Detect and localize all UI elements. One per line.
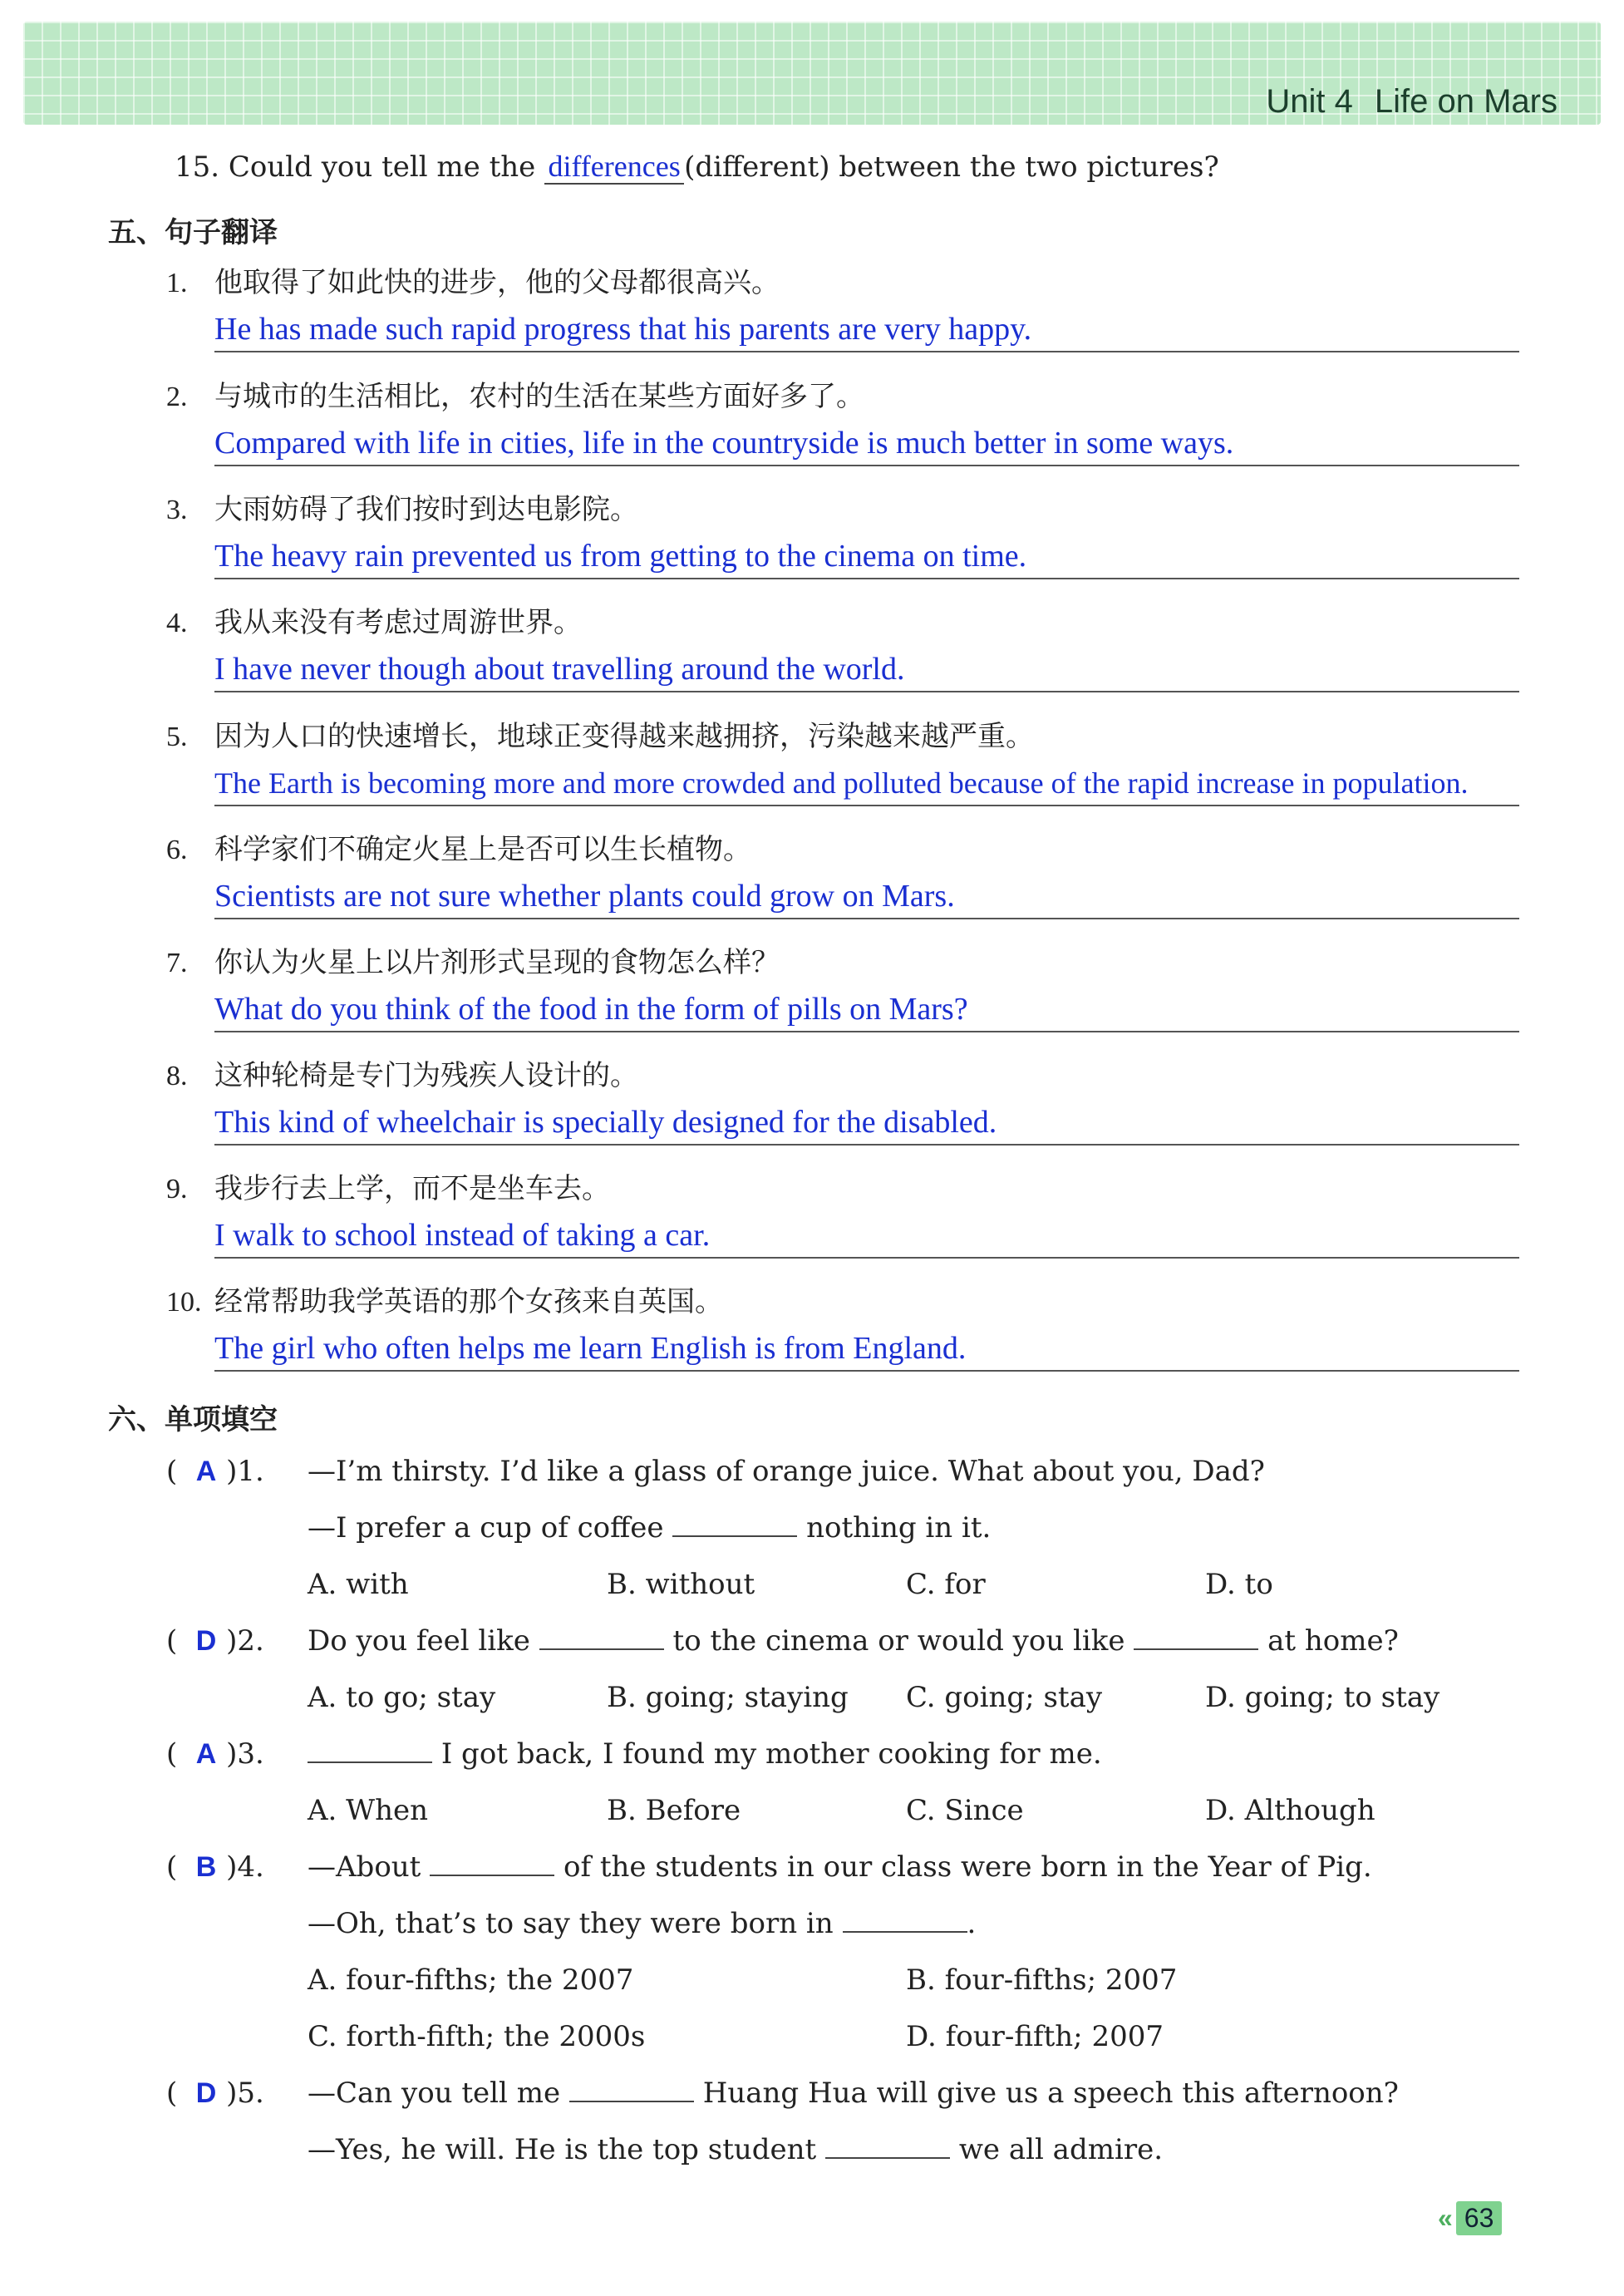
page-number: « 63 [1438, 2201, 1502, 2235]
question-text: —I’m thirsty. I’d like a glass of orange juice. What about you, Dad? [308, 1455, 1265, 1488]
blank [308, 1737, 432, 1763]
q15-answer: differences [544, 150, 684, 185]
question-15 [175, 150, 1219, 185]
option-b: B. going; staying [607, 1681, 849, 1714]
option-a: A. When [308, 1794, 429, 1827]
unit-name: Life on Mars [1374, 83, 1558, 120]
translation-answer: This kind of wheelchair is specially designed for the disabled. [214, 1104, 1519, 1146]
blank [1134, 1623, 1258, 1650]
translation-item-8: 8. 这种轮椅是专门为残疾人设计的。 This kind of wheelchair is specially designed for the disabled. [166, 1057, 1521, 1146]
answer-letter: B [195, 1851, 217, 1883]
translation-prompt: 科学家们不确定火星上是否可以生长植物。 [214, 833, 751, 866]
option-d: D. four-fifth; 2007 [906, 2020, 1164, 2053]
translation-answer: The heavy rain prevented us from getting to the cinema on time. [214, 538, 1519, 579]
translation-item-7: 7. 你认为火星上以片剂形式呈现的食物怎么样？ What do you think of the food in the form of pills on Mars? [166, 944, 1521, 1032]
answer-letter: A [195, 1738, 217, 1770]
translation-answer: I walk to school instead of taking a car. [214, 1217, 1519, 1259]
translation-prompt: 与城市的生活相比，农村的生活在某些方面好多了。 [214, 380, 864, 413]
option-c: C. for [906, 1568, 986, 1601]
translation-answer: Scientists are not sure whether plants could grow on Mars. [214, 878, 1519, 919]
translation-item-6: 6. 科学家们不确定火星上是否可以生长植物。 Scientists are not sure whether plants could grow on Mars. [166, 831, 1521, 919]
translation-answer: The girl who often helps me learn English is from England. [214, 1330, 1519, 1372]
section-5-title: 五、句子翻译 [108, 216, 278, 249]
option-b: B. four-fifths; 2007 [906, 1963, 1178, 1997]
options [166, 1952, 1513, 2008]
option-b: B. Before [607, 1794, 741, 1827]
blank [539, 1623, 664, 1650]
section-6-title: 六、单项填空 [108, 1403, 278, 1436]
blank [843, 1906, 967, 1933]
q15-suffix: (different) between the two pictures? [684, 150, 1219, 184]
option-b: B. without [607, 1568, 755, 1601]
translation-item-10: 10. 经常帮助我学英语的那个女孩来自英国。 The girl who often helps me learn English is from England. [166, 1283, 1521, 1372]
translation-item-4: 4. 我从来没有考虑过周游世界。 I have never though about travelling around the world. [166, 604, 1521, 692]
option-a: A. with [308, 1568, 409, 1601]
unit-title [1266, 83, 1558, 121]
translation-prompt: 大雨妨碍了我们按时到达电影院。 [214, 493, 638, 526]
translation-prompt: 他取得了如此快的进步，他的父母都很高兴。 [214, 266, 780, 299]
options [166, 1782, 1513, 1839]
answer-letter: A [195, 1456, 217, 1487]
mc-question-2: ( D )2. Do you feel like to the cinema or would you like at home? A. to go; stay B. going; staying C. going; stay D. going; to stay [166, 1613, 1513, 1726]
translation-prompt: 经常帮助我学英语的那个女孩来自英国。 [214, 1285, 723, 1318]
blank [825, 2132, 950, 2159]
blank [672, 1510, 797, 1537]
translation-prompt: 我步行去上学，而不是坐车去。 [214, 1172, 610, 1205]
translation-item-3: 3. 大雨妨碍了我们按时到达电影院。 The heavy rain prevented us from getting to the cinema on time. [166, 491, 1521, 579]
options [166, 1669, 1513, 1726]
translation-prompt: 我从来没有考虑过周游世界。 [214, 606, 582, 639]
option-c: C. going; stay [906, 1681, 1103, 1714]
mc-question-5: ( D )5. —Can you tell me Huang Hua will give us a speech this afternoon? —Yes, he will. He is the top student we all admire. [166, 2065, 1513, 2178]
translation-answer: He has made such rapid progress that his parents are very happy. [214, 311, 1519, 352]
translation-prompt: 因为人口的快速增长，地球正变得越来越拥挤，污染越来越严重。 [214, 720, 1034, 753]
translation-item-2: 2. 与城市的生活相比，农村的生活在某些方面好多了。 Compared with life in cities, life in the countryside is much better in some ways. [166, 378, 1521, 466]
mc-question-1: ( A )1. —I’m thirsty. I’d like a glass of orange juice. What about you, Dad? —I prefer a cup of coffee nothing in it. A. with B. without C. for D. to [166, 1443, 1513, 1613]
mc-question-4: ( B )4. —About of the students in our class were born in the Year of Pig. —Oh, that’s to say they were born in . A. four-fifths; the 2007 B. four-fifths; 2007 C. forth-fifth; the 2000s D. four-fifth; 2007 [166, 1839, 1513, 2065]
mc-question-3: ( A )3. I got back, I found my mother cooking for me. A. When B. Before C. Since D. Although [166, 1726, 1513, 1839]
option-a: A. four-fifths; the 2007 [308, 1963, 634, 1997]
unit-label: Unit 4 [1266, 83, 1353, 120]
translation-prompt: 这种轮椅是专门为残疾人设计的。 [214, 1059, 638, 1092]
translation-answer: The Earth is becoming more and more crowded and polluted because of the rapid increase in population. [214, 765, 1519, 806]
option-a: A. to go; stay [308, 1681, 496, 1714]
option-d: D. Although [1205, 1794, 1375, 1827]
translation-item-5: 5. 因为人口的快速增长，地球正变得越来越拥挤，污染越来越严重。 The Earth is becoming more and more crowded and polluted because of the rapid increase in population. [166, 718, 1521, 806]
translation-answer: Compared with life in cities, life in the countryside is much better in some ways. [214, 425, 1519, 466]
q15-prefix: 15. Could you tell me the [175, 150, 536, 184]
answer-letter: D [195, 2077, 217, 2109]
options [166, 2008, 1513, 2065]
translation-item-1: 1. 他取得了如此快的进步，他的父母都很高兴。 He has made such rapid progress that his parents are very happy. [166, 264, 1521, 352]
option-c: C. forth-fifth; the 2000s [308, 2020, 646, 2053]
translation-prompt: 你认为火星上以片剂形式呈现的食物怎么样？ [214, 946, 780, 979]
translation-item-9: 9. 我步行去上学，而不是坐车去。 I walk to school instead of taking a car. [166, 1170, 1521, 1259]
option-d: D. going; to stay [1205, 1681, 1440, 1714]
chevron-left-icon: « [1438, 2203, 1453, 2233]
answer-letter: D [195, 1625, 217, 1657]
translation-answer: I have never though about travelling around the world. [214, 651, 1519, 692]
blank [430, 1850, 554, 1876]
blank [569, 2076, 694, 2102]
option-c: C. Since [906, 1794, 1024, 1827]
option-d: D. to [1205, 1568, 1273, 1601]
options [166, 1556, 1513, 1613]
translation-answer: What do you think of the food in the form of pills on Mars? [214, 991, 1519, 1032]
